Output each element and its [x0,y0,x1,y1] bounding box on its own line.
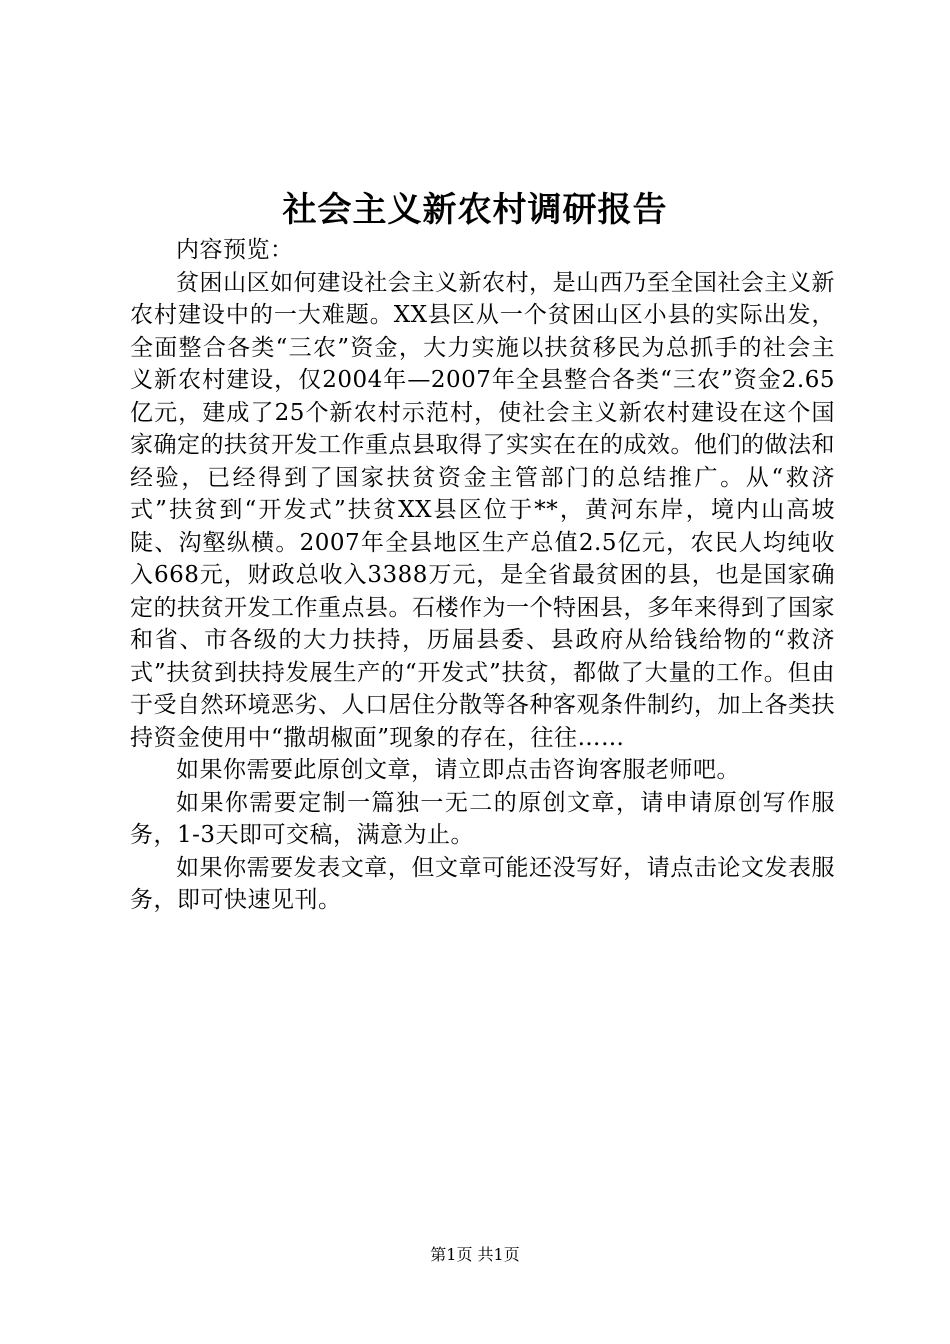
publish-service-paragraph[interactable]: 如果你需要发表文章，但文章可能还没写好，请点击论文发表服务，即可快速见刊。 [130,854,835,913]
summary-paragraph: 贫困山区如何建设社会主义新农村，是山西乃至全国社会主义新农村建设中的一大难题。XX县区从一个贫困山区小县的实际出发，全面整合各类“三农”资金，大力实施以扶贫移民为总抓手的社会主义新农村建设，仅2004年—2007年全县整合各类“三农”资金2.65亿元，建成了25个新农村示范村，使社会主义新农村建设在这个国家确定的扶贫开发工作重点县取得了实实在在的成效。他们的做法和经验，已经得到了国家扶贫资金主管部门的总结推广。从“救济式”扶贫到“开发式”扶贫XX县区位于**，黄河东岸，境内山高坡陡、沟壑纵横。2007年全县地区生产总值2.5亿元，农民人均纯收入668元，财政总收入3388万元，是全省最贫困的县，也是国家确定的扶贫开发工作重点县。石楼作为一个特困县，多年来得到了国家和省、市各级的大力扶持，历届县委、县政府从给钱给物的“救济式”扶贫到扶持发展生产的“开发式”扶贫，都做了大量的工作。但由于受自然环境恶劣、人口居住分散等各种客观条件制约，加上各类扶持资金使用中“撒胡椒面”现象的存在，往往…… [130,269,835,751]
document-body [130,234,835,917]
preview-label: 内容预览： [176,237,294,263]
consult-link-paragraph[interactable]: 如果你需要此原创文章，请立即点击咨询客服老师吧。 [176,757,740,783]
custom-writing-paragraph[interactable]: 如果你需要定制一篇独一无二的原创文章，请申请原创写作服务，1-3天即可交稿，满意为止。 [130,789,835,848]
document-title: 社会主义新农村调研报告 [282,190,668,230]
page-number-footer: 第1页 共1页 [430,1245,520,1264]
